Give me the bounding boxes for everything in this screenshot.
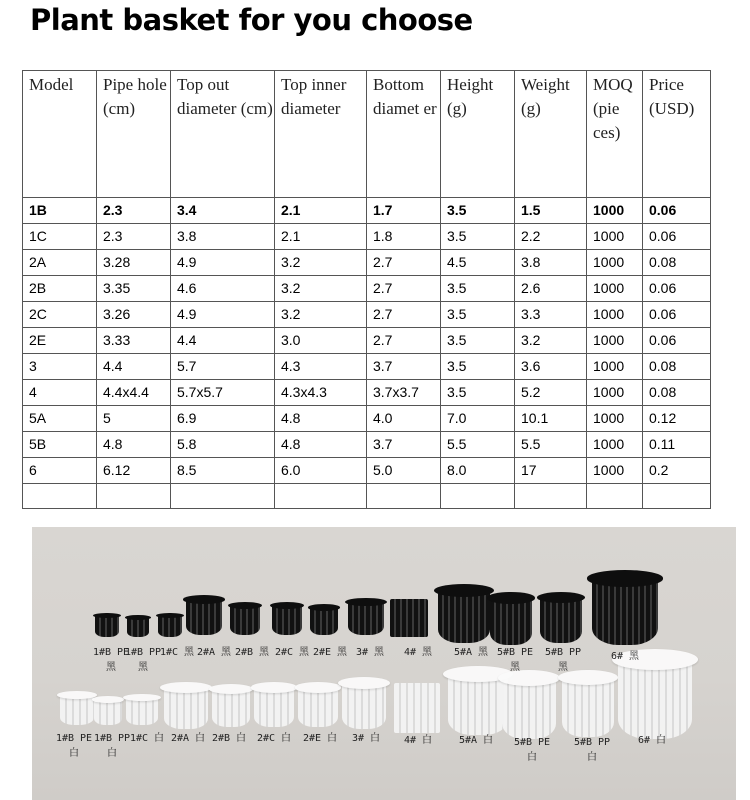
header-pipe-hole: Pipe hole (cm) — [97, 71, 171, 198]
table-cell: 4.8 — [275, 432, 367, 458]
table-cell: 0.12 — [643, 406, 711, 432]
table-cell: 5.5 — [515, 432, 587, 458]
table-row — [23, 380, 711, 406]
table-cell: 5.8 — [171, 432, 275, 458]
table-cell: 6 — [23, 458, 97, 484]
black-basket-label: 6# 黑 — [610, 651, 640, 662]
table-row — [23, 302, 711, 328]
white-basket-image — [342, 683, 386, 729]
table-cell: 1000 — [587, 458, 643, 484]
white-basket-label: 1#B PE白 — [55, 733, 93, 759]
table-cell: 4.5 — [441, 250, 515, 276]
header-height: Height (g) — [441, 71, 515, 198]
table-cell: 1000 — [587, 432, 643, 458]
black-basket-label: 2#C 黑 — [274, 647, 310, 658]
table-row — [23, 458, 711, 484]
table-cell: 3.35 — [97, 276, 171, 302]
table-cell: 1.5 — [515, 198, 587, 224]
table-cell: 3.2 — [275, 302, 367, 328]
table-cell: 4.8 — [275, 406, 367, 432]
black-basket-label: 4# 黑 — [403, 647, 433, 658]
table-cell: 1000 — [587, 302, 643, 328]
white-basket-label: 2#E 白 — [302, 733, 338, 744]
white-basket-label: 3# 白 — [351, 733, 381, 744]
table-cell: 2.3 — [97, 224, 171, 250]
table-cell: 1000 — [587, 406, 643, 432]
table-cell: 0.06 — [643, 302, 711, 328]
table-cell: 4 — [23, 380, 97, 406]
table-row-empty — [23, 484, 711, 509]
table-cell: 3.8 — [515, 250, 587, 276]
table-cell: 1000 — [587, 354, 643, 380]
black-basket-label: 1#C 黑 — [159, 647, 195, 658]
table-cell: 1.8 — [367, 224, 441, 250]
table-cell: 4.4 — [97, 354, 171, 380]
white-basket-label: 4# 白 — [403, 735, 433, 746]
table-cell — [275, 484, 367, 509]
black-basket-image — [158, 615, 182, 637]
table-row — [23, 276, 711, 302]
table-cell: 0.08 — [643, 380, 711, 406]
table-cell — [367, 484, 441, 509]
black-basket-image — [272, 605, 302, 635]
white-basket-label: 5#B PE白 — [513, 737, 551, 763]
table-cell: 5 — [97, 406, 171, 432]
table-cell: 6.9 — [171, 406, 275, 432]
table-cell: 2.7 — [367, 250, 441, 276]
table-cell: 2.7 — [367, 328, 441, 354]
table-cell: 0.06 — [643, 328, 711, 354]
table-header-row — [23, 71, 711, 198]
table-row — [23, 354, 711, 380]
table-cell: 5B — [23, 432, 97, 458]
header-bottom-diameter: Bottom diamet er — [367, 71, 441, 198]
table-cell: 10.1 — [515, 406, 587, 432]
table-cell: 3.0 — [275, 328, 367, 354]
white-basket-image — [164, 687, 208, 729]
table-row — [23, 406, 711, 432]
table-cell: 1C — [23, 224, 97, 250]
white-basket-image — [126, 697, 158, 725]
black-basket-label: 2#E 黑 — [312, 647, 348, 658]
black-basket-image — [540, 597, 582, 643]
table-cell: 3.5 — [441, 380, 515, 406]
table-cell: 8.0 — [441, 458, 515, 484]
table-cell: 3.5 — [441, 328, 515, 354]
white-basket-image — [212, 689, 250, 727]
table-cell: 3.5 — [441, 224, 515, 250]
table-cell: 3.4 — [171, 198, 275, 224]
table-cell: 3.8 — [171, 224, 275, 250]
table-row — [23, 198, 711, 224]
table-cell: 3.5 — [441, 198, 515, 224]
table-cell: 3.2 — [275, 250, 367, 276]
table-cell: 3.7 — [367, 354, 441, 380]
table-cell: 17 — [515, 458, 587, 484]
black-basket-label: 2#B 黑 — [234, 647, 270, 658]
white-basket-image — [618, 659, 692, 739]
black-basket-image — [438, 589, 490, 643]
table-cell — [23, 484, 97, 509]
white-basket-image — [298, 687, 338, 727]
table-cell: 8.5 — [171, 458, 275, 484]
table-row — [23, 250, 711, 276]
table-cell: 3.3 — [515, 302, 587, 328]
white-basket-image — [394, 683, 440, 733]
table-cell: 2A — [23, 250, 97, 276]
header-moq: MOQ (pie ces) — [587, 71, 643, 198]
table-cell: 3.7x3.7 — [367, 380, 441, 406]
table-cell: 5.5 — [441, 432, 515, 458]
black-basket-image — [186, 599, 222, 635]
header-top-inner-diameter: Top inner diameter — [275, 71, 367, 198]
white-basket-image — [60, 695, 94, 725]
table-cell: 0.11 — [643, 432, 711, 458]
table-cell: 1000 — [587, 224, 643, 250]
table-cell: 2E — [23, 328, 97, 354]
white-basket-label: 1#C 白 — [129, 733, 165, 744]
black-basket-image — [230, 605, 260, 635]
table-cell: 4.9 — [171, 302, 275, 328]
header-top-out-diameter: Top out diameter (cm) — [171, 71, 275, 198]
white-basket-label: 2#B 白 — [211, 733, 247, 744]
spec-table — [22, 70, 711, 509]
table-cell: 1000 — [587, 198, 643, 224]
table-cell: 1.7 — [367, 198, 441, 224]
white-basket-image — [562, 677, 614, 737]
table-cell: 3 — [23, 354, 97, 380]
black-basket-image — [390, 599, 428, 637]
table-cell: 4.3 — [275, 354, 367, 380]
black-basket-image — [592, 577, 658, 645]
table-cell: 3.28 — [97, 250, 171, 276]
page-title: Plant basket for you choose — [30, 3, 473, 37]
table-cell: 3.33 — [97, 328, 171, 354]
table-cell: 4.3x4.3 — [275, 380, 367, 406]
table-cell: 0.2 — [643, 458, 711, 484]
table-cell — [643, 484, 711, 509]
table-cell: 2.3 — [97, 198, 171, 224]
black-basket-label: 1#B PP黑 — [124, 647, 162, 673]
black-basket-label: 5#B PP黑 — [544, 647, 582, 673]
table-cell: 4.8 — [97, 432, 171, 458]
white-basket-image — [94, 699, 122, 725]
product-photo — [32, 527, 736, 800]
table-cell: 2.7 — [367, 302, 441, 328]
table-cell: 2.6 — [515, 276, 587, 302]
table-cell: 5.2 — [515, 380, 587, 406]
table-cell: 0.06 — [643, 276, 711, 302]
table-cell: 1000 — [587, 380, 643, 406]
table-cell — [515, 484, 587, 509]
table-cell: 4.4x4.4 — [97, 380, 171, 406]
black-basket-image — [127, 617, 149, 637]
table-cell: 4.9 — [171, 250, 275, 276]
table-cell: 2.1 — [275, 224, 367, 250]
table-cell: 0.08 — [643, 354, 711, 380]
table-cell: 1B — [23, 198, 97, 224]
black-basket-label: 5#B PE黑 — [496, 647, 534, 673]
table-row — [23, 432, 711, 458]
header-model: Model — [23, 71, 97, 198]
white-basket-label: 2#A 白 — [170, 733, 206, 744]
table-cell: 3.6 — [515, 354, 587, 380]
black-basket-label: 2#A 黑 — [196, 647, 232, 658]
table-cell: 3.2 — [275, 276, 367, 302]
table-cell: 3.26 — [97, 302, 171, 328]
table-cell: 6.0 — [275, 458, 367, 484]
header-weight: Weight (g) — [515, 71, 587, 198]
black-basket-label: 5#A 黑 — [453, 647, 489, 658]
table-cell: 3.7 — [367, 432, 441, 458]
table-cell: 0.08 — [643, 250, 711, 276]
black-basket-label: 1#B PE黑 — [92, 647, 130, 673]
white-basket-label: 5#B PP白 — [573, 737, 611, 763]
table-cell: 2.7 — [367, 276, 441, 302]
black-basket-image — [95, 615, 119, 637]
table-cell: 4.0 — [367, 406, 441, 432]
table-cell: 3.5 — [441, 354, 515, 380]
table-cell: 5.0 — [367, 458, 441, 484]
table-cell: 0.06 — [643, 198, 711, 224]
white-basket-label: 5#A 白 — [458, 735, 494, 746]
table-cell — [171, 484, 275, 509]
table-cell: 2B — [23, 276, 97, 302]
black-basket-label: 3# 黑 — [355, 647, 385, 658]
table-cell: 5.7x5.7 — [171, 380, 275, 406]
table-cell: 0.06 — [643, 224, 711, 250]
black-basket-image — [348, 601, 384, 635]
table-cell: 3.5 — [441, 302, 515, 328]
header-price: Price (USD) — [643, 71, 711, 198]
table-cell — [97, 484, 171, 509]
table-cell: 1000 — [587, 250, 643, 276]
table-cell: 2.1 — [275, 198, 367, 224]
table-row — [23, 328, 711, 354]
table-cell — [587, 484, 643, 509]
table-cell: 5.7 — [171, 354, 275, 380]
white-basket-label: 1#B PP白 — [93, 733, 131, 759]
table-cell: 6.12 — [97, 458, 171, 484]
white-basket-label: 6# 白 — [637, 735, 667, 746]
white-basket-image — [502, 677, 556, 739]
black-basket-image — [310, 607, 338, 635]
table-cell: 3.2 — [515, 328, 587, 354]
white-basket-label: 2#C 白 — [256, 733, 292, 744]
table-cell: 5A — [23, 406, 97, 432]
black-basket-image — [490, 597, 532, 645]
table-cell: 2C — [23, 302, 97, 328]
table-cell: 1000 — [587, 276, 643, 302]
table-cell: 4.6 — [171, 276, 275, 302]
table-cell: 2.2 — [515, 224, 587, 250]
table-cell: 3.5 — [441, 276, 515, 302]
table-cell: 4.4 — [171, 328, 275, 354]
table-cell: 1000 — [587, 328, 643, 354]
table-cell — [441, 484, 515, 509]
white-basket-image — [448, 673, 508, 735]
white-basket-image — [254, 687, 294, 727]
table-cell: 7.0 — [441, 406, 515, 432]
table-row — [23, 224, 711, 250]
